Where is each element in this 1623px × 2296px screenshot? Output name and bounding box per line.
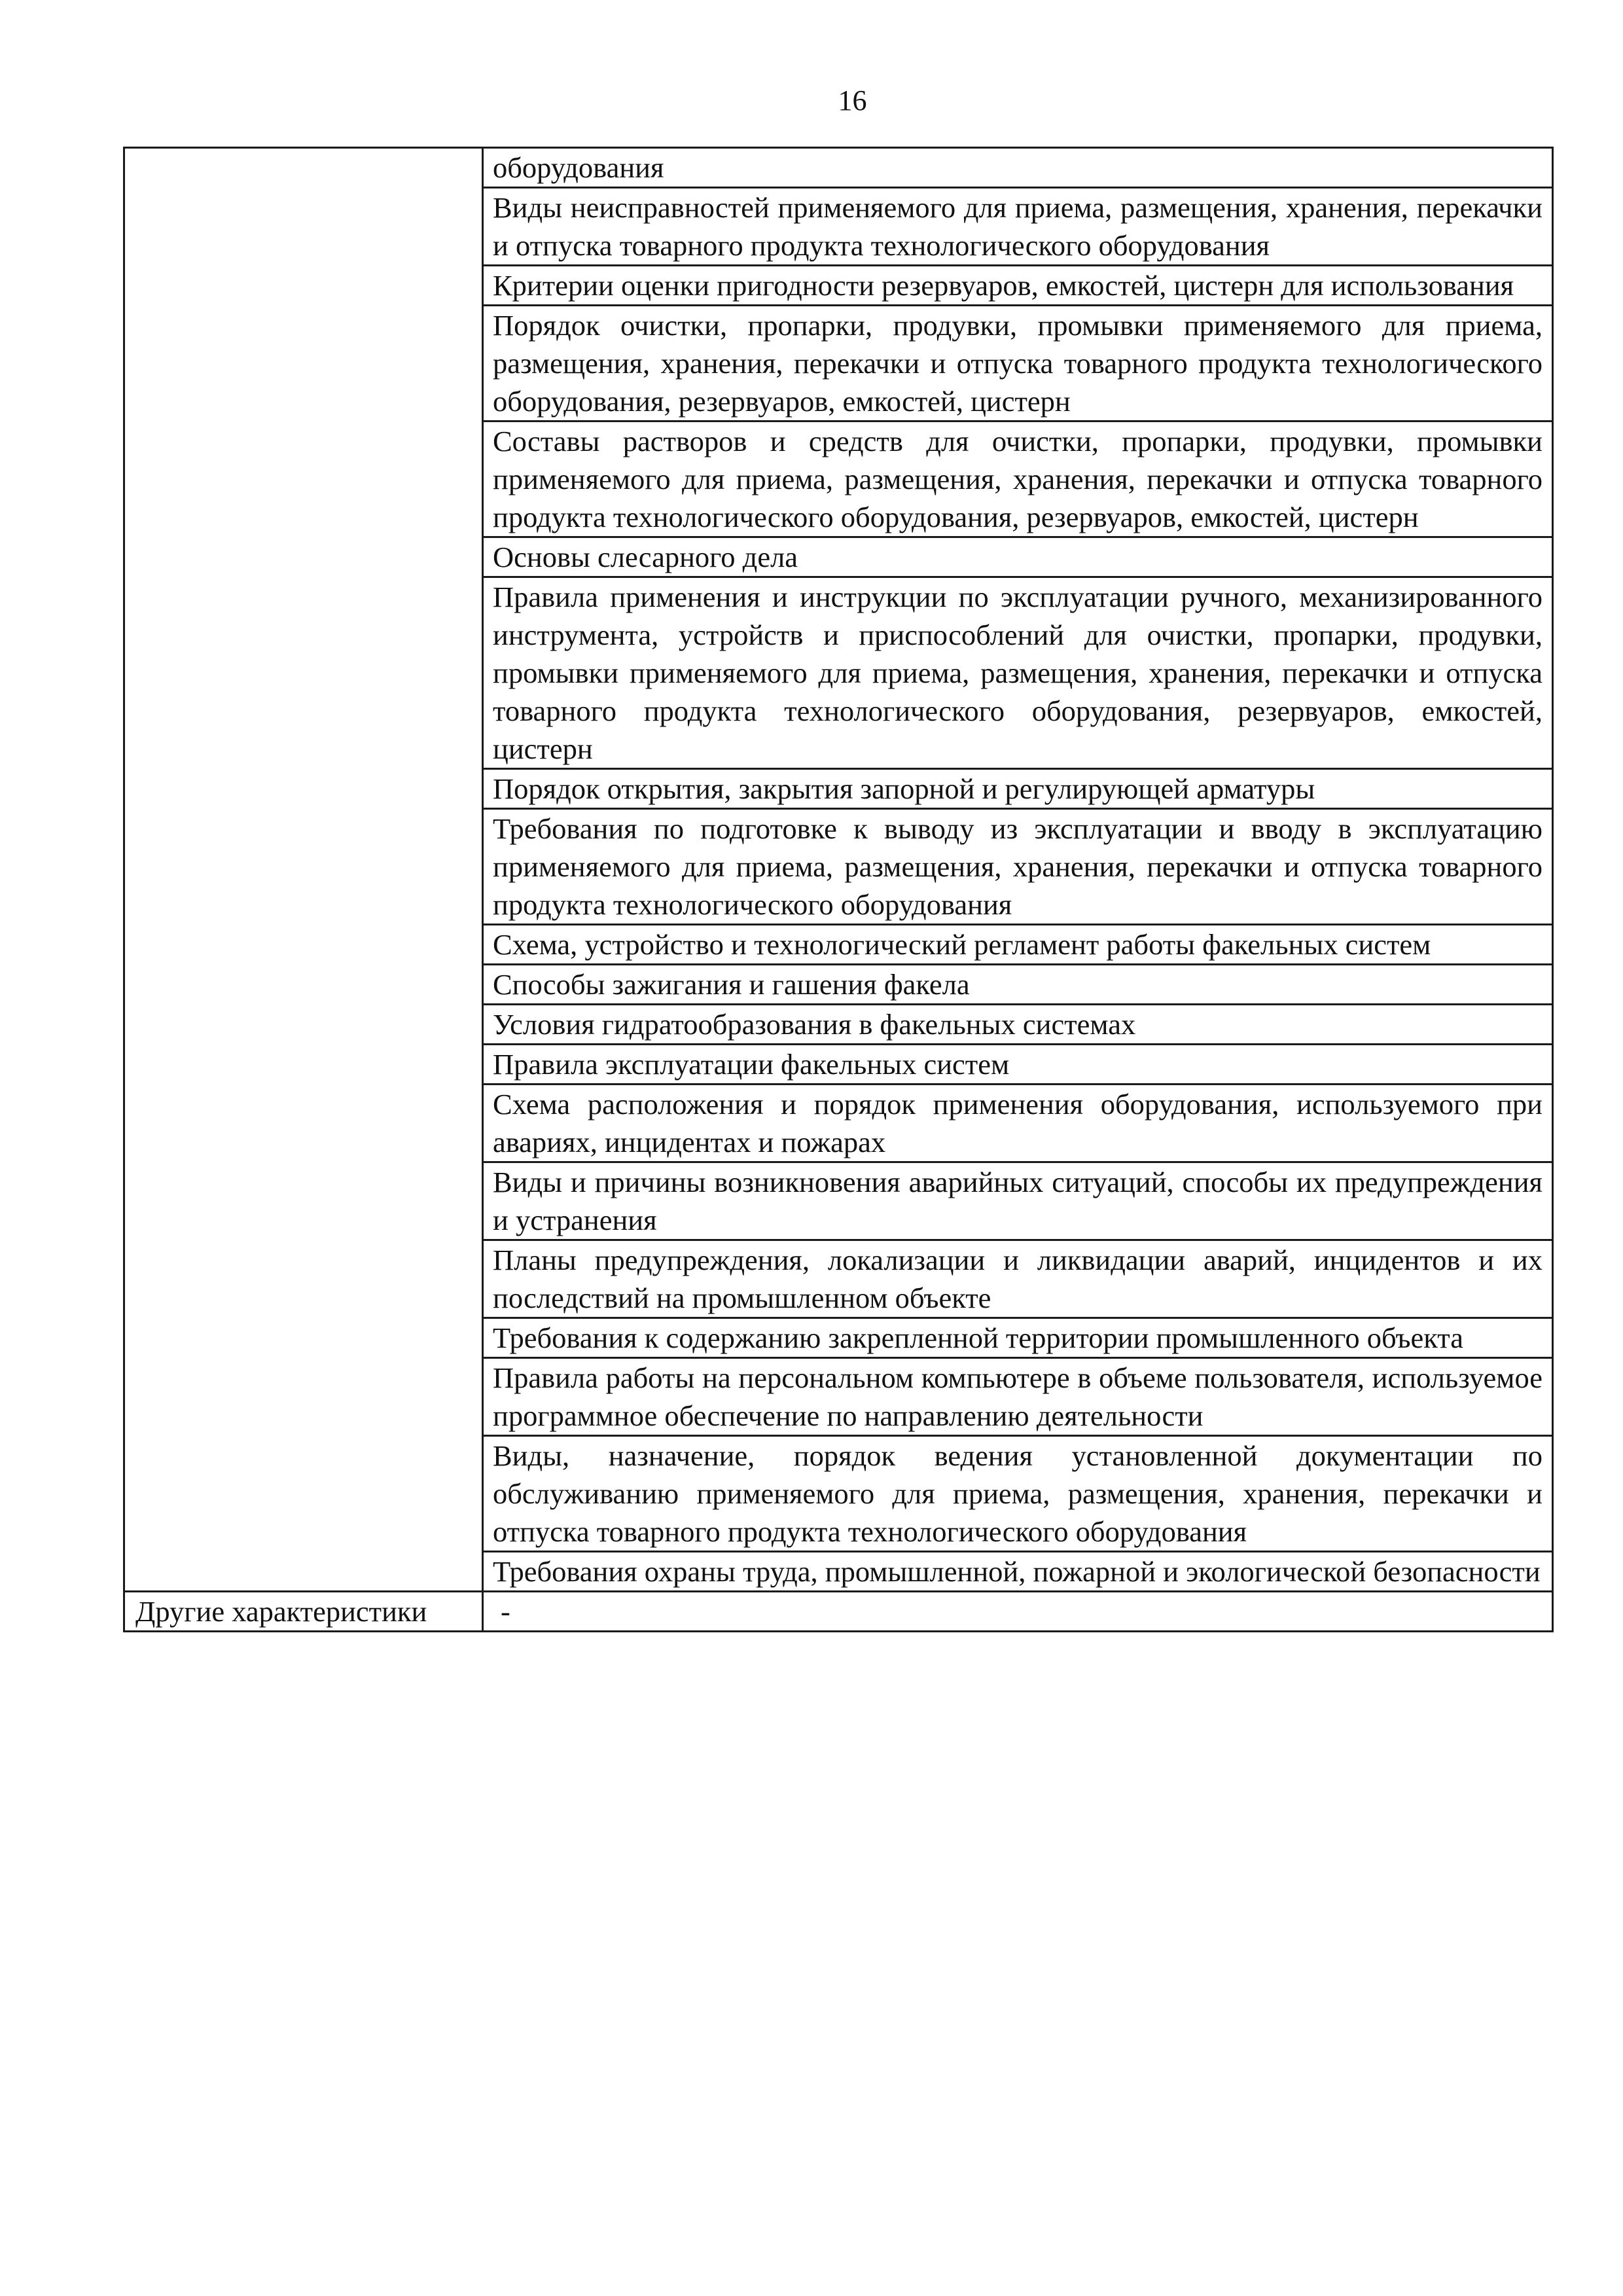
table-cell: оборудования <box>483 148 1553 188</box>
table-cell: Порядок открытия, закрытия запорной и регулирующей арматуры <box>483 769 1553 809</box>
table-cell: Схема, устройство и технологический регламент работы факельных систем <box>483 925 1553 965</box>
table-cell: Требования по подготовке к выводу из эксплуатации и вводу в эксплуатацию применяемого для приема, размещения, хранения, перекачки и отпуска товарного продукта технологического оборудования <box>483 809 1553 925</box>
table-cell: Планы предупреждения, локализации и ликвидации аварий, инцидентов и их последствий на промышленном объекте <box>483 1240 1553 1318</box>
table-cell: Основы слесарного дела <box>483 537 1553 577</box>
table-row <box>124 148 1553 188</box>
table-cell: Требования к содержанию закрепленной территории промышленного объекта <box>483 1318 1553 1358</box>
table-cell: Виды, назначение, порядок ведения установленной документации по обслуживанию применяемого для приема, размещения, хранения, перекачки и отпуска товарного продукта технологического оборудования <box>483 1436 1553 1552</box>
left-column-cell <box>124 148 483 1592</box>
table-cell: Виды неисправностей применяемого для приема, размещения, хранения, перекачки и отпуска товарного продукта технологического оборудования <box>483 188 1553 266</box>
other-characteristics-value: - <box>483 1592 1553 1632</box>
table-cell: Виды и причины возникновения аварийных ситуаций, способы их предупреждения и устранения <box>483 1162 1553 1240</box>
table-cell: Составы растворов и средств для очистки, пропарки, продувки, промывки применяемого для приема, размещения, хранения, перекачки и отпуска товарного продукта технологического оборудования, резервуаров, емкостей, цистерн <box>483 422 1553 537</box>
table-cell: Правила работы на персональном компьютере в объеме пользователя, используемое программное обеспечение по направлению деятельности <box>483 1358 1553 1436</box>
other-characteristics-row <box>124 1592 1553 1632</box>
other-characteristics-label: Другие характеристики <box>124 1592 483 1632</box>
page-number: 16 <box>838 84 867 117</box>
table-cell: Способы зажигания и гашения факела <box>483 965 1553 1005</box>
table-cell: Условия гидратообразования в факельных системах <box>483 1005 1553 1045</box>
table-cell: Схема расположения и порядок применения оборудования, используемого при авариях, инцидентах и пожарах <box>483 1085 1553 1162</box>
table-cell: Требования охраны труда, промышленной, пожарной и экологической безопасности <box>483 1552 1553 1592</box>
knowledge-table <box>123 147 1554 1632</box>
table-cell: Правила эксплуатации факельных систем <box>483 1045 1553 1085</box>
table-cell: Правила применения и инструкции по эксплуатации ручного, механизированного инструмента, устройств и приспособлений для очистки, пропарки, продувки, промывки применяемого для приема, размещения, хранения, перекачки и отпуска товарного продукта технологического оборудования, резервуаров, емкостей, цистерн <box>483 577 1553 769</box>
table-cell: Критерии оценки пригодности резервуаров, емкостей, цистерн для использования <box>483 266 1553 306</box>
table-cell: Порядок очистки, пропарки, продувки, промывки применяемого для приема, размещения, хранения, перекачки и отпуска товарного продукта технологического оборудования, резервуаров, емкостей, цистерн <box>483 306 1553 422</box>
